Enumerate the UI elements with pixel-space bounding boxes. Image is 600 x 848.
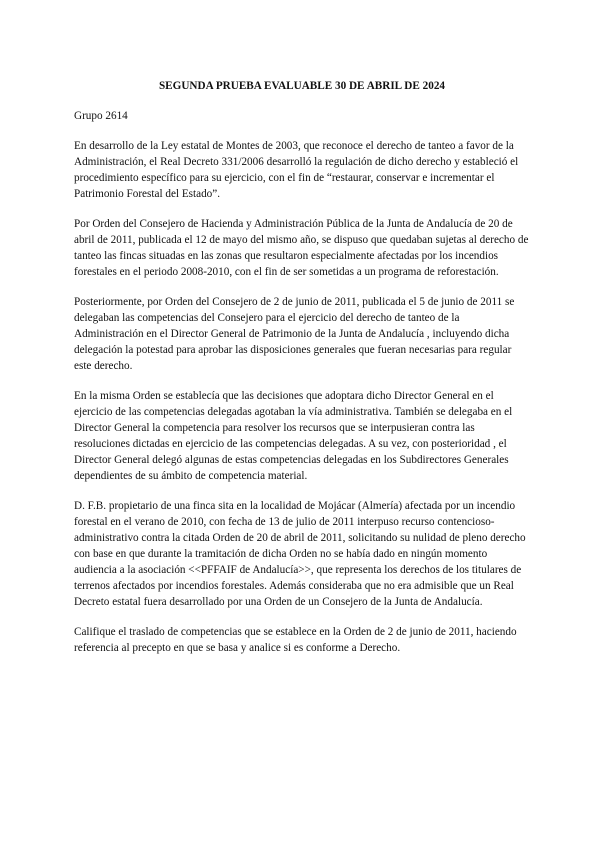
paragraph-1: En desarrollo de la Ley estatal de Montes de 2003, que reconoce el derecho de tanteo a favor de la Administración, el Real Decreto 331/2006 desarrolló la regulación de dicho derecho y estableció el procedimiento específico para su ejercicio, con el fin de “restaurar, conservar e incrementar el Patrimonio Forestal del Estado”. [74,140,519,200]
paragraph-6-question: Califique el traslado de competencias que se establece en la Orden de 2 de junio de 2011, haciendo referencia al precepto en que se basa y analice si es conforme a Derecho. [74,626,517,654]
group-label: Grupo 2614 [74,110,128,122]
paragraph-4: En la misma Orden se establecía que las decisiones que adoptara dicho Director General en el ejercicio de las competencias delegadas agotaban la vía administrativa. También se delegaba en el Director General la competencia para resolver los recursos que se interpusieran contra las resoluciones dictadas en ejercicio de las competencias delegadas. A su vez, con posterioridad , el Director General delegó algunas de estas competencias delegadas en los Subdirectores Generales dependientes de su ámbito de competencia material. [74,390,513,482]
document-title: SEGUNDA PRUEBA EVALUABLE 30 DE ABRIL DE 2024 [158,80,446,92]
paragraph-3: Posteriormente, por Orden del Consejero de 2 de junio de 2011, publicada el 5 de junio de 2011 se delegaban las competencias del Consejero para el ejercicio del derecho de tanteo de la Administración en el Director General de Patrimonio de la Junta de Andalucía , incluyendo dicha delegación la potestad para aprobar las disposiciones generales que fueran necesarias para regular este derecho. [74,296,515,372]
document-page [74,78,530,670]
paragraph-5: D. F.B. propietario de una finca sita en la localidad de Mojácar (Almería) afectada por un incendio forestal en el verano de 2010, con fecha de 13 de julio de 2011 interpuso recurso contencioso-administrativo contra la citada Orden de 20 de abril de 2011, solicitando su nulidad de pleno derecho con base en que durante la tramitación de dicha Orden no se había dado en ningún momento audiencia a la asociación <<PFFAIF de Andalucía>>, que representa los derechos de los titulares de terrenos afectados por incendios forestales. Además consideraba que no era admisible que un Real Decreto estatal fuera desarrollado por una Orden de un Consejero de la Junta de Andalucía. [74,500,526,608]
paragraph-2: Por Orden del Consejero de Hacienda y Administración Pública de la Junta de Andalucía de 20 de abril de 2011, publicada el 12 de mayo del mismo año, se dispuso que quedaban sujetas al derecho de tanteo las fincas situadas en las zonas que resultaron especialmente afectadas por los incendios forestales en el periodo 2008-2010, con el fin de ser sometidas a un programa de reforestación. [74,218,529,278]
